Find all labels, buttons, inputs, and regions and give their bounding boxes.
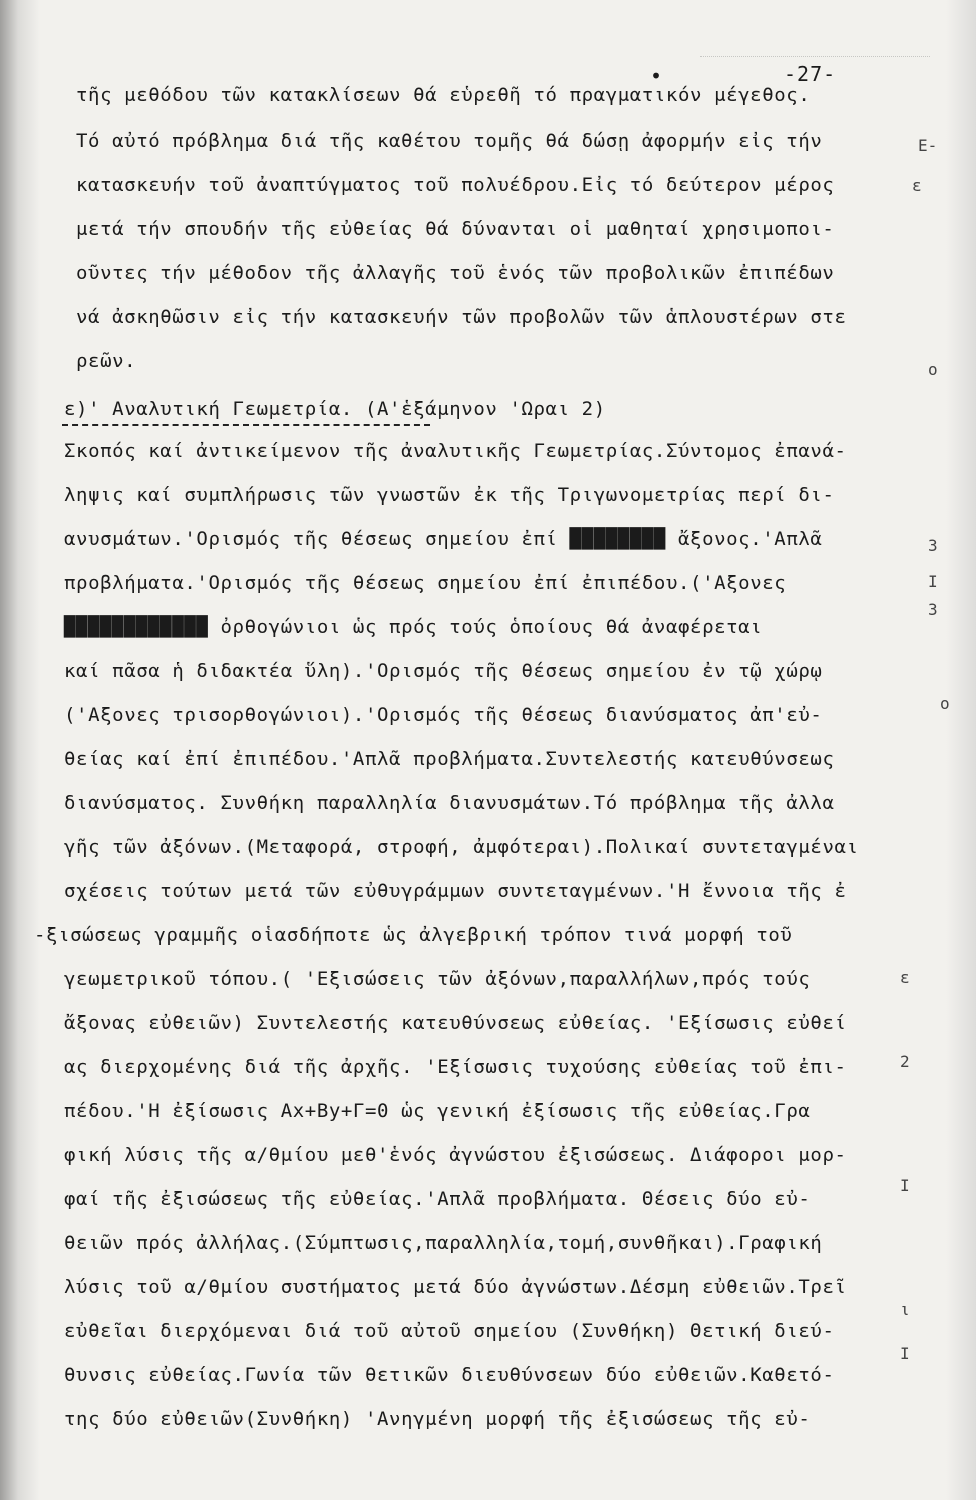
- text-line: φική λύσις τῆς α/θμίου μεθ'ἑνός ἀγνώστου ἐξισώσεως. Διάφοροι μορ-: [64, 1144, 847, 1166]
- margin-mark: 3: [928, 536, 938, 555]
- margin-mark: ο: [928, 360, 938, 379]
- margin-mark: 3: [928, 600, 938, 619]
- text-line: ρεῶν.: [76, 350, 137, 372]
- text-line: Τό αὐτό πρόβλημα διά τῆς καθέτου τομῆς θά δώσῃ ἀφορμήν εἰς τήν: [76, 130, 823, 152]
- text-line: ἄξονας εὐθειῶν) Συντελεστής κατευθύνσεως εὐθείας. 'Εξίσωσις εὐθεί: [64, 1012, 847, 1034]
- heading-underline: [62, 424, 430, 426]
- section-heading: ε)' Αναλυτική Γεωμετρία. (Α'ἑξάμηνον 'Ωραι 2): [64, 398, 606, 420]
- text-line: ████████████ ὀρθογώνιοι ὡς πρός τούς ὁποίους θά ἀναφέρεται: [64, 616, 763, 638]
- text-line: θείας καί ἐπί ἐπιπέδου.'Απλᾶ προβλήματα.Συντελεστής κατευθύνσεως: [64, 748, 835, 770]
- text-line: γῆς τῶν ἀξόνων.(Μεταφορά, στροφή, ἀμφότεραι).Πολικαί συντεταγμέναι: [64, 836, 859, 858]
- header-dot: •: [650, 64, 663, 88]
- text-line: σχέσεις τούτων μετά τῶν εὐθυγράμμων συντεταγμένων.'Η ἔννοια τῆς ἐ: [64, 880, 847, 902]
- text-line: μετά τήν σπουδήν τῆς εὐθείας θά δύνανται οἱ μαθηταί χρησιμοποι-: [76, 218, 835, 240]
- bleed-through-text: [700, 40, 930, 57]
- text-line: ανυσμάτων.'Ορισμός τῆς θέσεως σημείου ἐπί ████████ ἄξονος.'Απλᾶ: [64, 528, 823, 550]
- text-line: διανύσματος. Συνθήκη παραλληλία διανυσμάτων.Τό πρόβλημα τῆς ἀλλα: [64, 792, 835, 814]
- text-line: -ξισώσεως γραμμῆς οἱασδήποτε ὡς ἀλγεβρική τρόπον τινά μορφή τοῦ: [34, 924, 793, 946]
- margin-mark: Ι: [900, 1344, 910, 1363]
- text-line: θυνσις εὐθείας.Γωνία τῶν θετικῶν διευθύνσεων δύο εὐθειῶν.Καθετό-: [64, 1364, 835, 1386]
- text-line: κατασκευήν τοῦ ἀναπτύγματος τοῦ πολυέδρου.Εἰς τό δεύτερον μέρος: [76, 174, 835, 196]
- margin-mark: ι: [900, 1300, 910, 1319]
- text-line: εὐθεῖαι διερχόμεναι διά τοῦ αὐτοῦ σημείου (Συνθήκη) Θετική διεύ-: [64, 1320, 835, 1342]
- page-number: -27-: [784, 62, 837, 86]
- text-line: οῦντες τήν μέθοδον τῆς ἀλλαγῆς τοῦ ἑνός τῶν προβολικῶν ἐπιπέδων: [76, 262, 835, 284]
- margin-mark: ε: [912, 176, 922, 195]
- text-line: ('Αξονες τρισορθογώνιοι).'Ορισμός τῆς θέσεως διανύσματος ἀπ'εὐ-: [64, 704, 823, 726]
- text-line: τῆς μεθόδου τῶν κατακλίσεων θά εὑρεθῆ τό πραγματικόν μέγεθος.: [76, 84, 811, 106]
- margin-mark: Ε-: [918, 136, 938, 155]
- margin-mark: 2: [900, 1052, 910, 1071]
- text-line: ας διερχομένης διά τῆς ἀρχῆς. 'Εξίσωσις τυχούσης εὐθείας τοῦ ἐπι-: [64, 1056, 847, 1078]
- margin-mark: Ι: [900, 1176, 910, 1195]
- text-line: Σκοπός καί ἀντικείμενον τῆς ἀναλυτικῆς Γεωμετρίας.Σύντομος ἐπανά-: [64, 440, 847, 462]
- text-line: της δύο εὐθειῶν(Συνθήκη) 'Ανηγμένη μορφή τῆς ἐξισώσεως τῆς εὐ-: [64, 1408, 811, 1430]
- text-line: λύσις τοῦ α/θμίου συστήματος μετά δύο ἀγνώστων.Δέσμη εὐθειῶν.Τρεῖ: [64, 1276, 847, 1298]
- text-line: γεωμετρικοῦ τόπου.( 'Εξισώσεις τῶν ἀξόνων,παραλλήλων,πρός τούς: [64, 968, 811, 990]
- margin-mark: ε: [900, 968, 910, 987]
- text-line: θειῶν πρός ἀλλήλας.(Σύμπτωσις,παραλληλία,τομή,συνθῆκαι).Γραφική: [64, 1232, 823, 1254]
- text-line: πέδου.'Η ἐξίσωσις Αx+Βy+Γ=0 ὡς γενική ἐξίσωσις τῆς εὐθείας.Γρα: [64, 1100, 811, 1122]
- margin-mark: o: [940, 694, 950, 713]
- text-line: νά ἀσκηθῶσιν εἰς τήν κατασκευήν τῶν προβολῶν τῶν ἁπλουστέρων στε: [76, 306, 847, 328]
- text-line: καί πᾶσα ἡ διδακτέα ὕλη).'Ορισμός τῆς θέσεως σημείου ἐν τῷ χώρῳ: [64, 660, 823, 682]
- text-line: φαί τῆς ἐξισώσεως τῆς εὐθείας.'Απλᾶ προβλήματα. Θέσεις δύο εὐ-: [64, 1188, 811, 1210]
- text-line: προβλήματα.'Ορισμός τῆς θέσεως σημείου ἐπί ἐπιπέδου.('Αξονες: [64, 572, 787, 594]
- text-line: ληψις καί συμπλήρωσις τῶν γνωστῶν ἐκ τῆς Τριγωνομετρίας περί δι-: [64, 484, 835, 506]
- margin-mark: Ι: [928, 572, 938, 591]
